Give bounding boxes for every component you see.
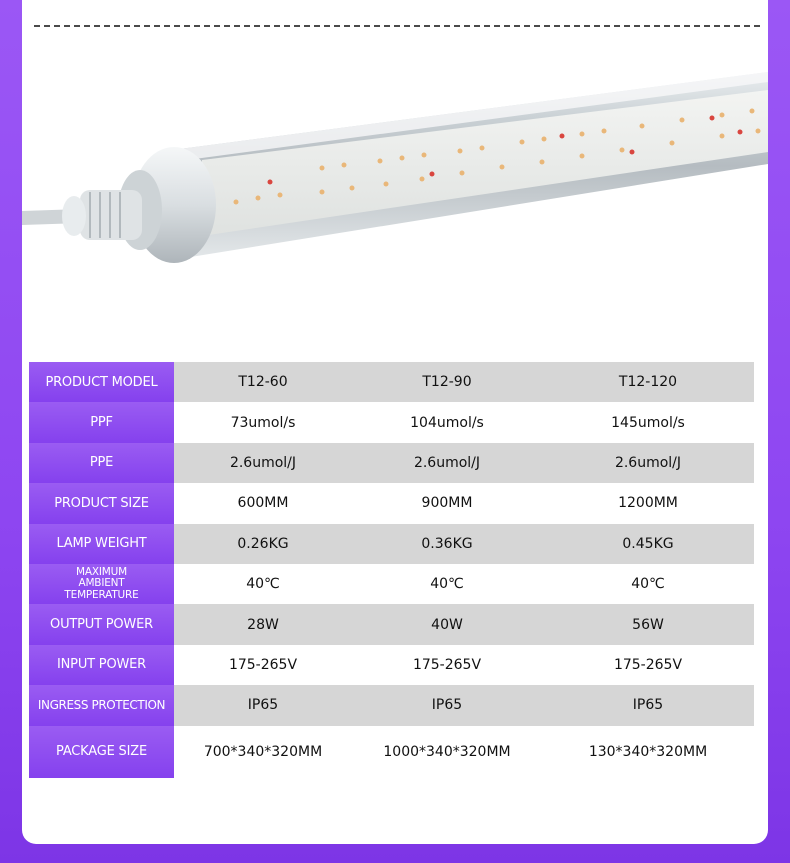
spec-row-ingress-protection xyxy=(29,685,754,725)
spec-row-output-power xyxy=(29,604,754,644)
spec-label: OUTPUT POWER xyxy=(29,604,174,644)
spec-value: 175-265V xyxy=(542,645,754,685)
spec-value: T12-90 xyxy=(352,362,542,402)
spec-value: 145umol/s xyxy=(542,402,754,442)
dashed-divider xyxy=(34,25,760,27)
spec-row-input-power xyxy=(29,645,754,685)
spec-value: 0.26KG xyxy=(174,524,352,564)
spec-value: 40W xyxy=(352,604,542,644)
spec-value: 73umol/s xyxy=(174,402,352,442)
spec-label: PRODUCT SIZE xyxy=(29,483,174,523)
spec-value: 700*340*320MM xyxy=(174,726,352,778)
spec-row-package-size xyxy=(29,726,754,778)
spec-value: 1000*340*320MM xyxy=(352,726,542,778)
spec-row-product-model xyxy=(29,362,754,402)
spec-value: 1200MM xyxy=(542,483,754,523)
content-card xyxy=(22,0,768,844)
spec-value: 175-265V xyxy=(352,645,542,685)
spec-value: 600MM xyxy=(174,483,352,523)
spec-value: 2.6umol/J xyxy=(542,443,754,483)
spec-value: 104umol/s xyxy=(352,402,542,442)
spec-value: 2.6umol/J xyxy=(174,443,352,483)
spec-row-product-size xyxy=(29,483,754,523)
spec-row-max-ambient-temperature xyxy=(29,564,754,604)
spec-label-line: TEMPERATURE xyxy=(64,588,139,601)
spec-value: IP65 xyxy=(174,685,352,725)
spec-value: 0.45KG xyxy=(542,524,754,564)
spec-value: IP65 xyxy=(352,685,542,725)
spec-table xyxy=(29,362,754,778)
spec-value: 28W xyxy=(174,604,352,644)
spec-value: 130*340*320MM xyxy=(542,726,754,778)
spec-label: PRODUCT MODEL xyxy=(29,362,174,402)
spec-value: T12-60 xyxy=(174,362,352,402)
spec-label: LAMP WEIGHT xyxy=(29,524,174,564)
spec-row-ppe xyxy=(29,443,754,483)
led-tube-image xyxy=(22,40,768,340)
spec-row-ppf xyxy=(29,402,754,442)
spec-value: 40℃ xyxy=(352,564,542,604)
spec-value: 56W xyxy=(542,604,754,644)
spec-label: PPF xyxy=(29,402,174,442)
spec-value: 175-265V xyxy=(174,645,352,685)
spec-label: PPE xyxy=(29,443,174,483)
spec-label: PACKAGE SIZE xyxy=(29,726,174,778)
spec-value: 900MM xyxy=(352,483,542,523)
spec-label: INGRESS PROTECTION xyxy=(29,685,174,725)
spec-value: 0.36KG xyxy=(352,524,542,564)
spec-value: 40℃ xyxy=(542,564,754,604)
spec-value: 40℃ xyxy=(174,564,352,604)
spec-label-line: AMBIENT xyxy=(78,577,125,590)
spec-row-lamp-weight xyxy=(29,524,754,564)
spec-label xyxy=(29,564,174,604)
spec-label-line: MAXIMUM xyxy=(76,565,127,578)
spec-label: INPUT POWER xyxy=(29,645,174,685)
spec-value: T12-120 xyxy=(542,362,754,402)
spec-value: IP65 xyxy=(542,685,754,725)
spec-value: 2.6umol/J xyxy=(352,443,542,483)
